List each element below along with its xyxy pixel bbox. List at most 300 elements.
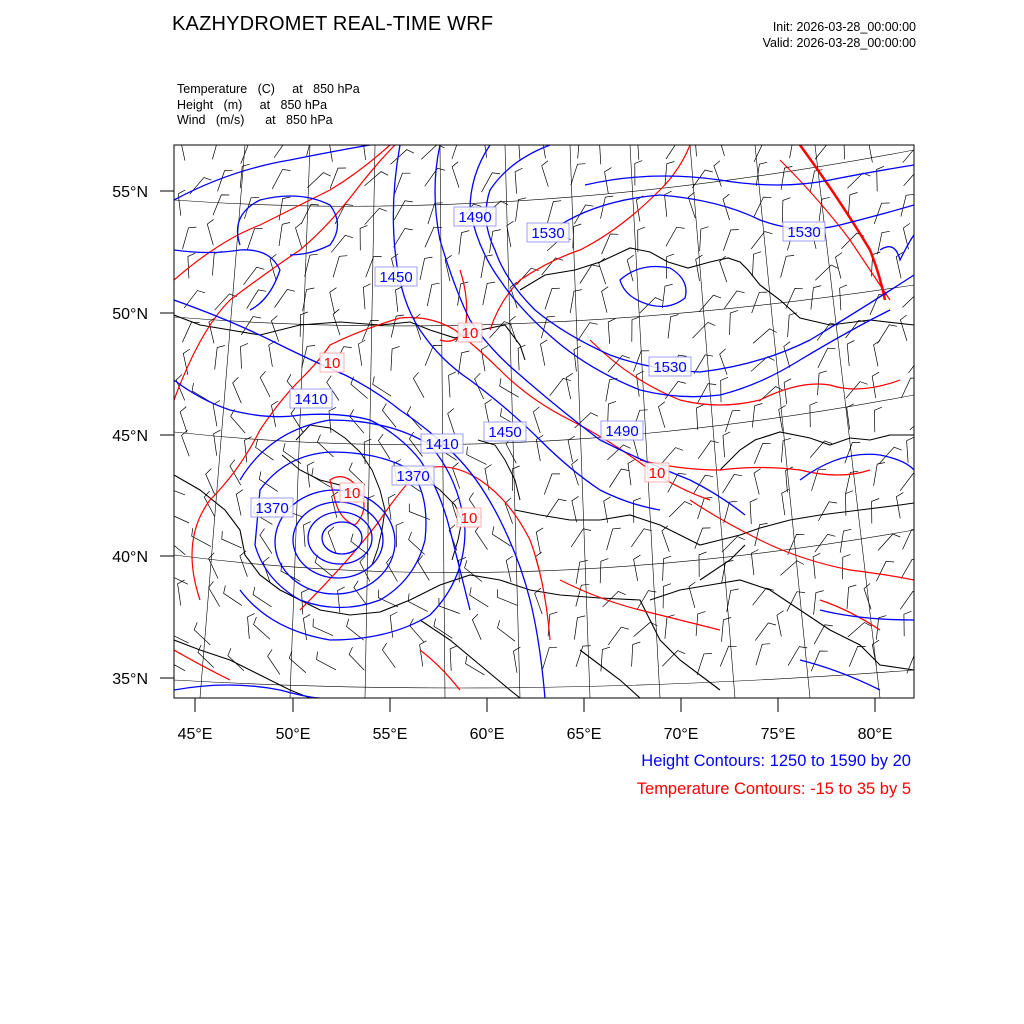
- wind-barb: [241, 143, 257, 164]
- wind-barb: [466, 656, 485, 675]
- wind-barb: [777, 611, 784, 637]
- wind-barb: [233, 377, 242, 403]
- lat-label: 35°N: [112, 671, 148, 688]
- wind-barb: [754, 469, 761, 495]
- wind-barb: [727, 589, 739, 612]
- wind-barb: [212, 251, 222, 275]
- wind-barb: [548, 201, 562, 223]
- wind-barb: [475, 525, 487, 550]
- wind-barb: [241, 343, 248, 368]
- wind-barb: [544, 474, 560, 495]
- height-label: 1370: [255, 500, 289, 517]
- wind-barb: [847, 585, 856, 609]
- wind-barb: [382, 643, 395, 668]
- wind-barb: [638, 134, 645, 159]
- wind-barb: [546, 499, 566, 517]
- wind-barb: [542, 161, 549, 187]
- wind-barb: [846, 382, 868, 399]
- wind-barb: [900, 473, 921, 491]
- wind-barb: [878, 231, 890, 254]
- wind-barb: [215, 346, 225, 370]
- wind-barb: [663, 584, 671, 609]
- wind-barb: [378, 434, 390, 459]
- wind-barb: [169, 506, 189, 523]
- wind-barb: [330, 288, 337, 314]
- wind-barb: [874, 463, 885, 486]
- wind-barb: [813, 553, 820, 579]
- variable-wind: Wind (m/s) at 850 hPa: [177, 113, 333, 127]
- lon-label: 80°E: [857, 726, 893, 743]
- lon-label: 45°E: [177, 726, 213, 743]
- wind-barb: [169, 625, 189, 643]
- wind-barb: [900, 315, 907, 341]
- wind-barb: [450, 646, 457, 671]
- wind-barb: [720, 646, 736, 666]
- wind-barb: [721, 377, 728, 402]
- wind-barb: [634, 555, 641, 581]
- wind-barb: [279, 223, 290, 247]
- wind-barb: [907, 437, 914, 462]
- wind-barb: [206, 469, 215, 495]
- wind-barb: [700, 227, 709, 251]
- wind-barb: [182, 430, 190, 456]
- wind-barb: [876, 561, 894, 581]
- wind-barb: [576, 584, 590, 606]
- wind-barb: [458, 351, 469, 375]
- wind-barb: [313, 619, 333, 636]
- wind-barb: [698, 384, 717, 403]
- wind-barb: [782, 489, 789, 515]
- wind-barb: [788, 535, 805, 555]
- wind-barb: [472, 614, 481, 640]
- wind-barb: [910, 415, 934, 430]
- wind-barb: [498, 620, 516, 641]
- wind-barb: [878, 534, 900, 550]
- wind-barb: [365, 208, 387, 224]
- wind-barb: [718, 130, 724, 156]
- height-label: 1370: [396, 468, 430, 485]
- wind-barb: [720, 349, 727, 375]
- wind-barb: [723, 432, 730, 457]
- wind-barb: [878, 325, 898, 344]
- wind-barb: [213, 195, 229, 215]
- wind-barb: [373, 377, 392, 397]
- wind-barb: [848, 623, 872, 638]
- wind-barb: [165, 479, 186, 495]
- wind-barb: [668, 315, 679, 339]
- lon-label: 70°E: [663, 726, 699, 743]
- wind-barb: [452, 162, 459, 188]
- wind-barb: [815, 265, 838, 280]
- chart-title: KAZHYDROMET REAL-TIME WRF: [172, 13, 494, 35]
- wind-barb: [516, 198, 527, 222]
- wind-barb: [182, 322, 199, 342]
- wind-barb: [168, 567, 188, 585]
- wind-barb: [395, 173, 411, 194]
- wind-barb: [578, 134, 587, 158]
- wind-barb: [536, 528, 543, 554]
- height-label: 1450: [488, 424, 522, 441]
- wind-barb: [874, 407, 881, 432]
- wind-barb: [301, 204, 319, 224]
- wind-barb: [635, 161, 642, 186]
- wind-barb: [279, 197, 290, 220]
- wind-barb: [317, 652, 336, 670]
- wind-barb: [788, 313, 797, 337]
- wind-barb: [632, 642, 641, 667]
- wind-barb: [666, 227, 685, 246]
- wind-barb: [753, 252, 762, 277]
- wind-barb: [665, 162, 675, 186]
- wind-barb: [449, 372, 456, 397]
- wind-barb: [215, 294, 237, 310]
- height-legend: Height Contours: 1250 to 1590 by 20: [641, 752, 911, 770]
- wind-barb: [638, 227, 645, 252]
- wind-barb: [695, 131, 702, 156]
- wind-barb: [394, 201, 413, 220]
- wind-barb: [244, 197, 259, 219]
- lat-tick-labels: [112, 184, 148, 688]
- wind-barb: [608, 319, 615, 344]
- wind-barb: [572, 496, 579, 522]
- wind-barb: [212, 137, 226, 159]
- wind-barb: [268, 650, 280, 675]
- wind-barb: [697, 654, 712, 675]
- wind-barb: [864, 584, 871, 610]
- wind-barb: [305, 254, 318, 276]
- lon-label: 65°E: [566, 726, 602, 743]
- wind-barb: [360, 225, 367, 250]
- temperature-label: 10: [461, 325, 479, 342]
- wind-barb: [236, 490, 243, 516]
- wind-barb: [573, 224, 582, 249]
- wind-barb: [245, 437, 252, 463]
- wind-barb: [730, 310, 738, 335]
- wind-barb: [666, 141, 686, 159]
- wind-barb: [634, 498, 641, 523]
- wind-barb: [723, 230, 738, 251]
- wind-barb: [904, 169, 926, 186]
- wind-barb: [178, 580, 185, 606]
- wind-barb: [788, 647, 807, 666]
- wind-barb: [391, 150, 415, 165]
- wind-barb: [260, 371, 270, 397]
- lon-label: 60°E: [469, 726, 505, 743]
- wind-barb: [848, 193, 857, 217]
- wind-barb: [669, 502, 692, 518]
- wind-barb: [627, 255, 633, 281]
- wind-barb: [752, 292, 768, 313]
- wind-barb: [218, 170, 233, 191]
- temperature-label: 10: [648, 465, 666, 482]
- wind-barb: [303, 614, 310, 640]
- wind-barb: [602, 287, 609, 313]
- height-label: 1530: [653, 359, 687, 376]
- wind-barb: [329, 136, 336, 162]
- wind-barb: [481, 346, 488, 372]
- wind-barb: [818, 502, 837, 521]
- wind-barb: [260, 529, 272, 554]
- wind-barb: [872, 499, 880, 524]
- wind-barb: [714, 161, 722, 187]
- wind-barb: [497, 589, 517, 605]
- wind-barb: [409, 504, 430, 520]
- wind-barb: [418, 555, 430, 580]
- wind-barb: [515, 168, 522, 193]
- wind-barb: [207, 219, 213, 245]
- wind-barb: [818, 371, 827, 395]
- wind-barb: [364, 172, 388, 186]
- wind-barb: [183, 349, 190, 375]
- wind-barb: [845, 442, 861, 463]
- wind-barb: [307, 173, 330, 188]
- lon-label: 55°E: [372, 726, 408, 743]
- wind-barb: [483, 282, 495, 305]
- wind-barb: [787, 592, 805, 612]
- wind-barb: [382, 404, 396, 428]
- wind-barb: [693, 322, 716, 338]
- wind-barb: [518, 134, 525, 159]
- height-label: 1490: [605, 423, 639, 440]
- wind-barb: [666, 254, 674, 279]
- wind-barb: [363, 134, 370, 160]
- wind-barb: [304, 522, 311, 547]
- wind-barb: [183, 227, 197, 249]
- wind-barb: [510, 316, 517, 342]
- height-label: 1450: [379, 269, 413, 286]
- wind-barb: [697, 405, 704, 430]
- wind-barb: [601, 647, 610, 671]
- wind-barb: [600, 139, 607, 164]
- wind-barb: [465, 560, 482, 581]
- wind-barb: [847, 173, 870, 189]
- wind-barb: [253, 587, 271, 607]
- temperature-label: 10: [323, 355, 341, 372]
- wind-barb: [396, 522, 403, 547]
- wind-barb: [901, 559, 920, 578]
- wind-barb: [781, 255, 795, 277]
- wind-barb: [271, 401, 278, 427]
- wind-barb: [819, 197, 830, 221]
- wind-barb: [338, 587, 345, 613]
- wind-barb: [602, 234, 619, 254]
- wind-barb: [755, 623, 776, 641]
- wind-barb: [275, 289, 295, 307]
- wind-barb: [631, 529, 652, 547]
- wind-barb: [512, 466, 519, 491]
- wind-barb: [545, 288, 560, 309]
- wind-barb: [752, 404, 762, 428]
- wind-barb: [607, 528, 621, 550]
- wind-barb: [506, 556, 513, 582]
- init-time: Init: 2026-03-28_00:00:00: [772, 20, 916, 34]
- wind-barb: [543, 647, 558, 669]
- wind-barb: [699, 552, 706, 577]
- wind-barb: [247, 228, 262, 249]
- wind-barb: [662, 284, 672, 308]
- wind-barb: [578, 323, 598, 341]
- wind-barb: [836, 253, 843, 279]
- wind-barb: [269, 341, 276, 367]
- wind-barb: [780, 561, 804, 576]
- wind-barb: [180, 407, 187, 433]
- height-label: 1410: [294, 391, 328, 408]
- wind-barb: [903, 223, 910, 249]
- wind-barb: [459, 231, 469, 255]
- wind-barb: [844, 134, 851, 159]
- wind-barb: [754, 197, 772, 217]
- wind-barb: [394, 229, 413, 248]
- wind-barb: [533, 407, 540, 433]
- wind-barb: [696, 612, 705, 636]
- wind-barb: [843, 554, 851, 579]
- wind-barb: [663, 556, 672, 581]
- lat-label: 45°N: [112, 428, 148, 445]
- wind-barb: [214, 430, 221, 456]
- wind-barb: [609, 469, 629, 488]
- wind-barb: [751, 232, 772, 249]
- wind-barb: [180, 135, 187, 161]
- wind-barb: [811, 651, 828, 671]
- wind-barb: [659, 402, 665, 428]
- wind-barb: [606, 378, 618, 401]
- wind-barb: [868, 137, 875, 163]
- wind-barb: [281, 563, 301, 581]
- height-label: 1530: [787, 224, 821, 241]
- wind-barb: [541, 340, 548, 366]
- wind-barb: [810, 441, 832, 458]
- wind-barb: [754, 444, 770, 464]
- wind-barb: [333, 256, 347, 278]
- wind-barb: [698, 498, 713, 519]
- wind-barb: [363, 284, 370, 309]
- lon-label: 75°E: [760, 726, 796, 743]
- wind-barb: [574, 616, 585, 640]
- wind-barb: [872, 372, 879, 398]
- wind-barb: [467, 447, 487, 465]
- wind-barb: [209, 581, 220, 606]
- wind-barb: [901, 378, 918, 398]
- height-label: 1530: [531, 225, 565, 242]
- wind-barb: [847, 341, 854, 367]
- wind-barb: [420, 257, 433, 280]
- wind-barb: [272, 170, 290, 189]
- wind-barb: [240, 551, 248, 577]
- wind-barb: [781, 166, 792, 189]
- coastlines: [282, 425, 520, 565]
- wind-barb: [784, 342, 790, 368]
- wind-barb: [407, 406, 422, 430]
- wind-barb: [723, 474, 743, 493]
- wind-barb: [903, 530, 920, 550]
- wind-barb: [601, 196, 614, 219]
- wind-barb: [194, 622, 210, 645]
- wind-barb: [347, 619, 364, 640]
- temperature-label: 10: [343, 485, 361, 502]
- wind-barb: [810, 402, 817, 427]
- wind-barb: [724, 291, 745, 309]
- wind-barb: [448, 409, 455, 435]
- lat-label: 50°N: [112, 306, 148, 323]
- temperature-legend: Temperature Contours: -15 to 35 by 5: [636, 780, 911, 798]
- wind-barb: [192, 383, 211, 402]
- wind-barb: [874, 341, 881, 367]
- wind-barb: [909, 355, 930, 373]
- wind-barb: [661, 448, 683, 465]
- lon-tick-labels: [178, 726, 893, 743]
- height-label: 1490: [458, 209, 492, 226]
- wind-barb: [840, 285, 847, 310]
- wind-barb: [328, 527, 336, 553]
- wind-barb: [378, 590, 398, 607]
- lat-label: 40°N: [112, 549, 148, 566]
- wind-barb: [695, 528, 711, 549]
- wind-barb: [413, 372, 424, 397]
- wind-barb: [811, 286, 821, 310]
- wind-barb: [296, 223, 303, 249]
- wind-barb: [259, 472, 277, 492]
- wind-barb: [349, 647, 364, 670]
- wind-barb: [550, 378, 571, 395]
- wind-barb: [358, 340, 365, 366]
- wind-barb: [689, 582, 695, 608]
- wind-barb: [452, 138, 467, 159]
- wind-barb: [786, 288, 803, 308]
- wind-barb: [354, 581, 367, 606]
- wind-barb: [628, 460, 635, 486]
- valid-time: Valid: 2026-03-28_00:00:00: [762, 36, 916, 50]
- wind-barb: [274, 140, 294, 158]
- lat-ticks: [160, 191, 174, 678]
- wind-barb: [756, 644, 770, 666]
- wind-barb: [421, 144, 444, 159]
- wind-barb: [390, 612, 397, 638]
- wind-barb: [750, 499, 757, 524]
- wind-barb: [904, 611, 912, 636]
- wind-barb: [571, 529, 591, 547]
- wind-barb: [228, 648, 244, 671]
- wind-barb: [814, 625, 833, 644]
- wind-barb: [725, 410, 740, 431]
- wind-barb: [506, 438, 516, 464]
- wind-barb: [608, 627, 629, 645]
- wind-barb: [396, 286, 403, 312]
- wind-barb: [632, 317, 640, 342]
- wind-barb: [500, 378, 519, 397]
- wind-barb: [574, 205, 593, 224]
- wind-barb: [230, 460, 241, 485]
- wind-barb: [571, 164, 586, 186]
- wind-barb: [900, 591, 921, 609]
- wind-barb: [566, 373, 573, 399]
- wind-barb: [332, 492, 339, 518]
- wind-barb: [178, 190, 185, 216]
- temperature-label: 10: [460, 510, 478, 527]
- wind-barb: [427, 283, 439, 306]
- lon-ticks: [195, 698, 875, 712]
- wind-barb: [315, 555, 332, 576]
- wind-barb: [254, 617, 270, 639]
- wind-barb: [782, 198, 790, 223]
- wind-barb: [190, 178, 212, 195]
- wind-barb: [784, 379, 791, 405]
- wind-barb: [391, 346, 400, 371]
- wind-barb: [485, 399, 492, 425]
- variable-temperature: Temperature (C) at 850 hPa: [177, 82, 360, 96]
- wind-barb: [222, 531, 242, 548]
- wind-barb: [575, 413, 598, 428]
- wind-barb: [818, 348, 836, 368]
